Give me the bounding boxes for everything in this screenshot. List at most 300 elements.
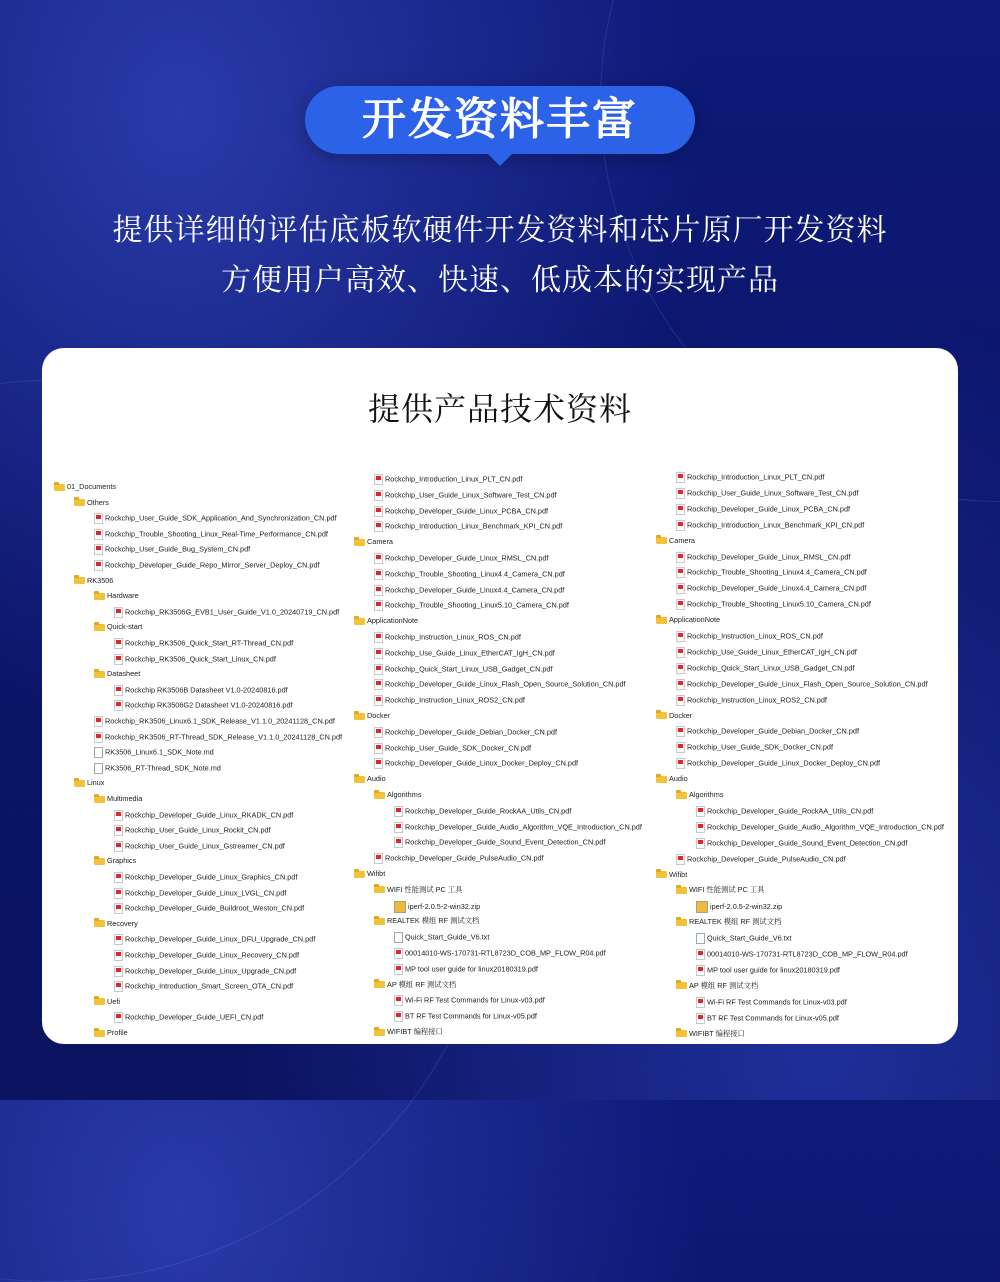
item-name: Rockchip_Developer_Guide_Debian_Docker_CN.pdf — [385, 727, 557, 737]
item-name: Audio — [367, 774, 386, 784]
folder-item[interactable] — [656, 774, 688, 784]
item-name: Rockchip_User_Guide_SDK_Docker_CN.pdf — [385, 743, 532, 753]
folder-icon — [94, 593, 105, 600]
file-item[interactable] — [676, 599, 871, 610]
text-file-icon — [696, 933, 705, 944]
pdf-file-icon — [94, 529, 103, 540]
folder-icon — [656, 617, 667, 624]
item-name: Rockchip_Developer_Guide_Sound_Event_Detection_CN.pdf — [707, 838, 908, 848]
file-item[interactable] — [696, 965, 840, 976]
folder-item[interactable] — [94, 794, 142, 804]
item-name: AP 模组 RF 测试文档 — [689, 980, 759, 990]
folder-item[interactable] — [676, 917, 781, 927]
folder-item[interactable] — [74, 498, 109, 508]
folder-icon — [676, 1030, 687, 1037]
item-name: WIFI 性能测试 PC 工具 — [689, 885, 765, 895]
pdf-file-icon — [114, 872, 123, 883]
text-file-icon — [394, 932, 403, 943]
folder-item[interactable] — [54, 482, 116, 492]
folder-item[interactable] — [354, 537, 393, 547]
item-name: Camera — [669, 535, 695, 545]
file-item[interactable] — [114, 638, 293, 649]
item-name: REALTEK 模组 RF 测试文档 — [387, 916, 480, 926]
pdf-file-icon — [394, 948, 403, 959]
folder-icon — [374, 981, 385, 988]
file-item[interactable] — [696, 949, 908, 960]
item-name: Rockchip_Developer_Guide_Linux_RMSL_CN.pdf — [385, 553, 549, 563]
file-item[interactable] — [676, 567, 867, 578]
item-name: 00014010-WS-170731-RTL8723D_COB_MP_FLOW_R04.pdf — [405, 948, 606, 958]
folder-icon — [656, 871, 667, 878]
file-item[interactable] — [374, 664, 553, 675]
intro-line-2: 方便用户高效、快速、低成本的实现产品 — [221, 263, 779, 298]
item-name: Quick_Start_Guide_V6.txt — [707, 933, 792, 943]
file-item[interactable] — [114, 841, 285, 852]
folder-icon — [656, 712, 667, 719]
item-name: Rockchip_Instruction_Linux_ROS_CN.pdf — [687, 631, 823, 641]
folder-item[interactable] — [374, 790, 421, 800]
pdf-file-icon — [374, 695, 383, 706]
folder-item[interactable] — [94, 856, 136, 866]
pdf-file-icon — [114, 903, 123, 914]
folder-icon — [374, 792, 385, 799]
file-item[interactable] — [394, 822, 642, 833]
file-item[interactable] — [696, 997, 847, 1008]
item-name: Rockchip_Trouble_Shooting_Linux5.10_Camera_CN.pdf — [687, 599, 871, 609]
file-item[interactable] — [94, 544, 250, 555]
item-name: 01_Documents — [67, 482, 117, 491]
file-item[interactable] — [114, 981, 293, 992]
item-name: WIFIBT 编程接口 — [387, 1027, 443, 1036]
zip-file-icon — [696, 901, 708, 913]
pdf-file-icon — [374, 474, 383, 485]
text-file-icon — [94, 763, 103, 774]
pdf-file-icon — [676, 726, 685, 737]
item-name: Rockchip RK3506B Datasheet V1.0-20240816.pdf — [125, 685, 288, 695]
item-name: Recovery — [107, 918, 138, 928]
file-item[interactable] — [114, 825, 271, 836]
pdf-file-icon — [696, 997, 705, 1008]
folder-icon — [374, 1029, 385, 1036]
item-name: WIFI 性能测试 PC 工具 — [387, 884, 463, 894]
item-name: WIFIBT 编程接口 — [689, 1028, 745, 1038]
item-name: Rockchip_Developer_Guide_Sound_Event_Detection_CN.pdf — [405, 837, 606, 847]
file-item[interactable] — [114, 607, 339, 618]
pdf-file-icon — [374, 569, 383, 580]
folder-item[interactable] — [374, 885, 462, 895]
file-item[interactable] — [676, 520, 864, 531]
file-item[interactable] — [374, 506, 548, 517]
file-item[interactable] — [114, 903, 304, 914]
file-item[interactable] — [374, 600, 569, 611]
pdf-file-icon — [394, 822, 403, 833]
item-name: iperf-2.0.5-2-win32.zip — [408, 901, 481, 911]
pdf-file-icon — [114, 950, 123, 961]
pdf-file-icon — [394, 964, 403, 975]
file-item[interactable] — [94, 747, 214, 758]
folder-item[interactable] — [94, 622, 142, 632]
folder-item[interactable] — [656, 870, 687, 880]
pdf-file-icon — [114, 700, 123, 711]
item-name: Rockchip_Instruction_Linux_ROS_CN.pdf — [385, 632, 521, 642]
file-item[interactable] — [676, 504, 850, 515]
item-name: Rockchip_Trouble_Shooting_Linux4.4_Camera_CN.pdf — [687, 567, 867, 577]
pdf-file-icon — [374, 679, 383, 690]
pdf-file-icon — [676, 679, 685, 690]
item-name: Rockchip_Developer_Guide_Linux_LVGL_CN.pdf — [125, 888, 287, 898]
item-name: MP tool user guide for linux20180319.pdf — [707, 965, 840, 975]
card-title: 提供产品技术资料 — [367, 390, 632, 428]
page-title: 开发资料丰富 — [362, 94, 638, 145]
file-item[interactable] — [94, 716, 335, 727]
folder-item[interactable] — [656, 615, 720, 625]
item-name: RK3506_Linux6.1_SDK_Note.md — [105, 747, 214, 757]
item-name: Rockchip_Developer_Guide_Audio_Algorithm_VQE_Introduction_CN.pdf — [707, 822, 944, 832]
item-name: Rockchip_Introduction_Smart_Screen_OTA_CN.pdf — [125, 981, 294, 991]
file-item[interactable] — [394, 806, 571, 817]
pdf-file-icon — [696, 838, 705, 849]
item-name: Rockchip_Developer_Guide_PulseAudio_CN.pdf — [687, 854, 846, 864]
folder-item[interactable] — [74, 576, 113, 586]
pdf-file-icon — [374, 600, 383, 611]
pdf-file-icon — [374, 664, 383, 675]
file-item[interactable] — [374, 553, 548, 564]
pdf-file-icon — [374, 632, 383, 643]
folder-icon — [354, 713, 365, 720]
pdf-file-icon — [696, 965, 705, 976]
file-item[interactable] — [696, 1013, 839, 1024]
item-name: Audio — [669, 774, 688, 784]
pdf-file-icon — [676, 631, 685, 642]
folder-icon — [354, 776, 365, 783]
file-item[interactable] — [94, 529, 328, 540]
file-item[interactable] — [394, 1011, 537, 1022]
pdf-file-icon — [94, 732, 103, 743]
pdf-file-icon — [676, 552, 685, 563]
file-item[interactable] — [696, 901, 782, 913]
item-name: Rockchip_Developer_Guide_Linux_PCBA_CN.pdf — [385, 506, 549, 516]
file-item[interactable] — [676, 631, 823, 642]
item-name: Rockchip RK3506G2 Datasheet V1.0-20240816.pdf — [125, 700, 293, 710]
item-name: iperf-2.0.5-2-win32.zip — [710, 902, 783, 912]
folder-icon — [656, 537, 667, 544]
item-name: Rockchip_Trouble_Shooting_Linux5.10_Camera_CN.pdf — [385, 600, 569, 610]
folder-icon — [94, 796, 105, 803]
file-item[interactable] — [374, 758, 578, 769]
folder-icon — [354, 539, 365, 546]
file-item[interactable] — [114, 950, 299, 961]
file-item[interactable] — [94, 513, 337, 524]
item-name: Rockchip_Developer_Guide_Linux_Recovery_CN.pdf — [125, 950, 300, 960]
file-item[interactable] — [676, 726, 859, 737]
file-item[interactable] — [676, 488, 859, 499]
folder-icon — [94, 998, 105, 1005]
file-item[interactable] — [394, 964, 538, 975]
file-item[interactable] — [94, 732, 342, 743]
folder-icon — [676, 792, 687, 799]
folder-item[interactable] — [374, 916, 479, 926]
file-item[interactable] — [394, 948, 606, 959]
file-item[interactable] — [676, 742, 833, 753]
file-item[interactable] — [394, 932, 489, 943]
file-item[interactable] — [676, 695, 827, 706]
folder-item[interactable] — [676, 1029, 745, 1039]
item-name: Wi-Fi RF Test Commands for Linux-v03.pdf — [707, 997, 847, 1007]
pdf-file-icon — [374, 727, 383, 738]
folder-item[interactable] — [676, 790, 723, 800]
pdf-file-icon — [696, 822, 705, 833]
file-item[interactable] — [696, 838, 907, 849]
item-name: Rockchip_Trouble_Shooting_Linux4.4_Camera_CN.pdf — [385, 569, 565, 579]
file-item[interactable] — [374, 521, 562, 532]
item-name: Rockchip_Developer_Guide_Linux_Docker_Deploy_CN.pdf — [687, 758, 881, 768]
file-item[interactable] — [114, 654, 276, 665]
folder-icon — [374, 918, 385, 925]
item-name: RK3506_RT-Thread_SDK_Note.md — [105, 763, 221, 773]
folder-item[interactable] — [354, 869, 385, 879]
pdf-file-icon — [114, 685, 123, 696]
intro-line-1: 提供详细的评估底板软硬件开发资料和芯片原厂开发资料 — [112, 213, 888, 248]
file-item[interactable] — [114, 1012, 263, 1023]
pdf-file-icon — [374, 506, 383, 517]
file-item[interactable] — [114, 888, 286, 899]
folder-icon — [74, 499, 85, 506]
folder-icon — [94, 920, 105, 927]
pdf-file-icon — [676, 742, 685, 753]
pdf-file-icon — [114, 981, 123, 992]
item-name: Wifibt — [669, 869, 688, 879]
folder-item[interactable] — [94, 919, 138, 929]
folder-item[interactable] — [676, 981, 758, 991]
item-name: Graphics — [107, 856, 137, 866]
pdf-file-icon — [394, 837, 403, 848]
pdf-file-icon — [394, 1011, 403, 1022]
item-name: Rockchip_Developer_Guide_Debian_Docker_CN.pdf — [687, 726, 859, 736]
item-name: Rockchip_Developer_Guide_Linux_RKADK_CN.pdf — [125, 810, 294, 820]
file-item[interactable] — [696, 933, 791, 944]
file-item[interactable] — [374, 569, 565, 580]
pdf-file-icon — [94, 513, 103, 524]
file-item[interactable] — [676, 552, 850, 563]
item-name: Docker — [669, 710, 693, 720]
pdf-file-icon — [374, 758, 383, 769]
item-name: Rockchip_RK3506_Linux6.1_SDK_Release_V1.1.0_20241128_CN.pdf — [105, 716, 335, 726]
pdf-file-icon — [114, 888, 123, 899]
file-item[interactable] — [374, 585, 564, 596]
folder-icon — [94, 671, 105, 678]
file-item[interactable] — [114, 685, 288, 696]
folder-icon — [94, 1030, 105, 1037]
item-name: Rockchip_Introduction_Linux_PLT_CN.pdf — [385, 474, 523, 484]
file-item[interactable] — [676, 758, 880, 769]
item-name: Quick-start — [107, 622, 143, 632]
pdf-file-icon — [676, 663, 685, 674]
folder-item[interactable] — [354, 774, 386, 784]
pdf-file-icon — [676, 695, 685, 706]
folder-item[interactable] — [74, 778, 104, 788]
pdf-file-icon — [374, 585, 383, 596]
folder-icon — [54, 484, 65, 491]
folder-item[interactable] — [94, 591, 139, 601]
item-name: Rockchip_Quick_Start_Linux_USB_Gadget_CN.pdf — [687, 663, 855, 673]
pdf-file-icon — [374, 490, 383, 501]
item-name: Rockchip_Developer_Guide_Linux_Flash_Open_Source_Solution_CN.pdf — [385, 679, 626, 689]
file-item[interactable] — [374, 727, 557, 738]
item-name: Rockchip_Developer_Guide_RockAA_Utils_CN.pdf — [707, 806, 874, 816]
pdf-file-icon — [696, 949, 705, 960]
item-name: Rockchip_User_Guide_SDK_Docker_CN.pdf — [687, 742, 834, 752]
item-name: Multimedia — [107, 794, 143, 803]
item-name: Rockchip_User_Guide_SDK_Application_And_Synchronization_CN.pdf — [105, 513, 337, 523]
pdf-file-icon — [94, 560, 103, 571]
folder-item[interactable] — [656, 711, 692, 721]
pdf-file-icon — [114, 841, 123, 852]
item-name: Rockchip_Developer_Guide_Linux_Upgrade_CN.pdf — [125, 966, 297, 976]
item-name: Rockchip_Developer_Guide_PulseAudio_CN.pdf — [385, 853, 544, 863]
file-item[interactable] — [94, 560, 320, 571]
pdf-file-icon — [374, 648, 383, 659]
file-item[interactable] — [374, 743, 531, 754]
folder-item[interactable] — [656, 536, 695, 546]
pdf-file-icon — [374, 521, 383, 532]
item-name: Rockchip_Use_Guide_Linux_EtherCAT_IgH_CN.pdf — [385, 648, 555, 658]
item-name: Rockchip_User_Guide_Linux_Software_Test_CN.pdf — [385, 490, 557, 500]
file-item[interactable] — [676, 647, 857, 658]
file-item[interactable] — [374, 632, 521, 643]
file-item[interactable] — [374, 695, 525, 706]
pdf-file-icon — [394, 995, 403, 1006]
folder-icon — [656, 776, 667, 783]
folder-item[interactable] — [354, 711, 390, 721]
folder-icon — [94, 858, 105, 865]
docs-card — [42, 348, 958, 1044]
file-item[interactable] — [114, 872, 297, 883]
folder-item[interactable] — [374, 980, 456, 990]
file-item[interactable] — [676, 583, 866, 594]
item-name: ApplicationNote — [669, 615, 721, 625]
item-name: Rockchip_Developer_Guide_Linux_PCBA_CN.pdf — [687, 504, 851, 514]
file-item[interactable] — [394, 901, 480, 913]
folder-icon — [676, 919, 687, 926]
file-item[interactable] — [696, 806, 873, 817]
pdf-file-icon — [94, 716, 103, 727]
item-name: Algorithms — [387, 790, 422, 799]
file-item[interactable] — [114, 700, 293, 711]
file-item[interactable] — [374, 679, 626, 690]
file-item[interactable] — [114, 810, 293, 821]
item-name: Rockchip_Quick_Start_Linux_USB_Gadget_CN.pdf — [385, 664, 553, 674]
item-name: Rockchip_Developer_Guide_Linux_Flash_Open_Source_Solution_CN.pdf — [687, 679, 928, 689]
item-name: BT RF Test Commands for Linux-v05.pdf — [405, 1011, 537, 1021]
pdf-file-icon — [676, 472, 685, 483]
folder-item[interactable] — [354, 616, 418, 626]
folder-item[interactable] — [94, 1028, 128, 1038]
item-name: Rockchip_Developer_Guide_Audio_Algorithm_VQE_Introduction_CN.pdf — [405, 822, 642, 832]
pdf-file-icon — [394, 806, 403, 817]
file-item[interactable] — [374, 474, 522, 485]
folder-icon — [94, 624, 105, 631]
folder-icon — [74, 577, 85, 584]
item-name: Rockchip_Developer_Guide_Repo_Mirror_Server_Deploy_CN.pdf — [105, 560, 320, 570]
item-name: Rockchip_Developer_Guide_Linux_DFU_Upgrade_CN.pdf — [125, 934, 316, 944]
pdf-file-icon — [676, 504, 685, 515]
item-name: Rockchip_Developer_Guide_RockAA_Utils_CN.pdf — [405, 806, 572, 816]
file-item[interactable] — [94, 763, 221, 774]
file-item[interactable] — [374, 490, 557, 501]
file-item[interactable] — [696, 822, 944, 833]
item-name: Camera — [367, 537, 393, 547]
item-name: Wi-Fi RF Test Commands for Linux-v03.pdf — [405, 995, 545, 1005]
item-name: Rockchip_Instruction_Linux_ROS2_CN.pdf — [687, 695, 827, 705]
item-name: Rockchip_Introduction_Linux_PLT_CN.pdf — [687, 472, 825, 482]
pdf-file-icon — [676, 520, 685, 531]
item-name: REALTEK 模组 RF 测试文档 — [689, 917, 782, 927]
pdf-file-icon — [676, 647, 685, 658]
pdf-file-icon — [114, 638, 123, 649]
pdf-file-icon — [676, 488, 685, 499]
item-name: 00014010-WS-170731-RTL8723D_COB_MP_FLOW_R04.pdf — [707, 949, 908, 959]
pdf-file-icon — [114, 825, 123, 836]
item-name: Uefi — [107, 996, 120, 1006]
folder-item[interactable] — [94, 997, 120, 1007]
folder-item[interactable] — [94, 669, 140, 679]
file-item[interactable] — [374, 853, 544, 864]
item-name: ApplicationNote — [367, 616, 419, 626]
item-name: Docker — [367, 711, 391, 720]
zip-file-icon — [394, 901, 406, 913]
item-name: RK3506 — [87, 575, 114, 585]
item-name: Rockchip_Instruction_Linux_ROS2_CN.pdf — [385, 695, 525, 705]
pdf-file-icon — [374, 743, 383, 754]
file-item[interactable] — [676, 854, 846, 865]
folder-item[interactable] — [374, 1027, 443, 1037]
item-name: Rockchip_RK3506_Quick_Start_RT-Thread_CN.pdf — [125, 638, 294, 648]
pdf-file-icon — [676, 758, 685, 769]
item-name: Rockchip_User_Guide_Linux_Gstreamer_CN.pdf — [125, 841, 285, 851]
item-name: Rockchip_User_Guide_Bug_System_CN.pdf — [105, 544, 251, 554]
folder-icon — [374, 886, 385, 893]
pdf-file-icon — [676, 567, 685, 578]
item-name: Hardware — [107, 591, 139, 601]
file-item[interactable] — [394, 995, 545, 1006]
folder-icon — [676, 982, 687, 989]
folder-icon — [354, 871, 365, 878]
pdf-file-icon — [374, 853, 383, 864]
item-name: Rockchip_Developer_Guide_Linux4.4_Camera_CN.pdf — [385, 585, 565, 595]
item-name: MP tool user guide for linux20180319.pdf — [405, 964, 538, 974]
item-name: Rockchip_Developer_Guide_Linux_Docker_Deploy_CN.pdf — [385, 758, 579, 768]
folder-icon — [74, 780, 85, 787]
item-name: Rockchip_Introduction_Linux_Benchmark_KPI_CN.pdf — [385, 521, 563, 531]
file-item[interactable] — [114, 934, 315, 945]
item-name: Rockchip_User_Guide_Linux_Rockit_CN.pdf — [125, 825, 271, 835]
file-item[interactable] — [394, 837, 605, 848]
file-item[interactable] — [676, 679, 928, 690]
file-item[interactable] — [114, 966, 296, 977]
file-item[interactable] — [676, 663, 855, 674]
item-name: Rockchip_Use_Guide_Linux_EtherCAT_IgH_CN.pdf — [687, 647, 857, 657]
file-item[interactable] — [676, 472, 824, 483]
item-name: Wifibt — [367, 869, 386, 878]
item-name: Rockchip_User_Guide_Linux_Software_Test_CN.pdf — [687, 488, 859, 498]
file-item[interactable] — [374, 648, 555, 659]
folder-item[interactable] — [676, 885, 764, 895]
pdf-file-icon — [114, 966, 123, 977]
folder-icon — [676, 887, 687, 894]
pdf-file-icon — [696, 1013, 705, 1024]
item-name: BT RF Test Commands for Linux-v05.pdf — [707, 1013, 839, 1023]
pdf-file-icon — [374, 553, 383, 564]
